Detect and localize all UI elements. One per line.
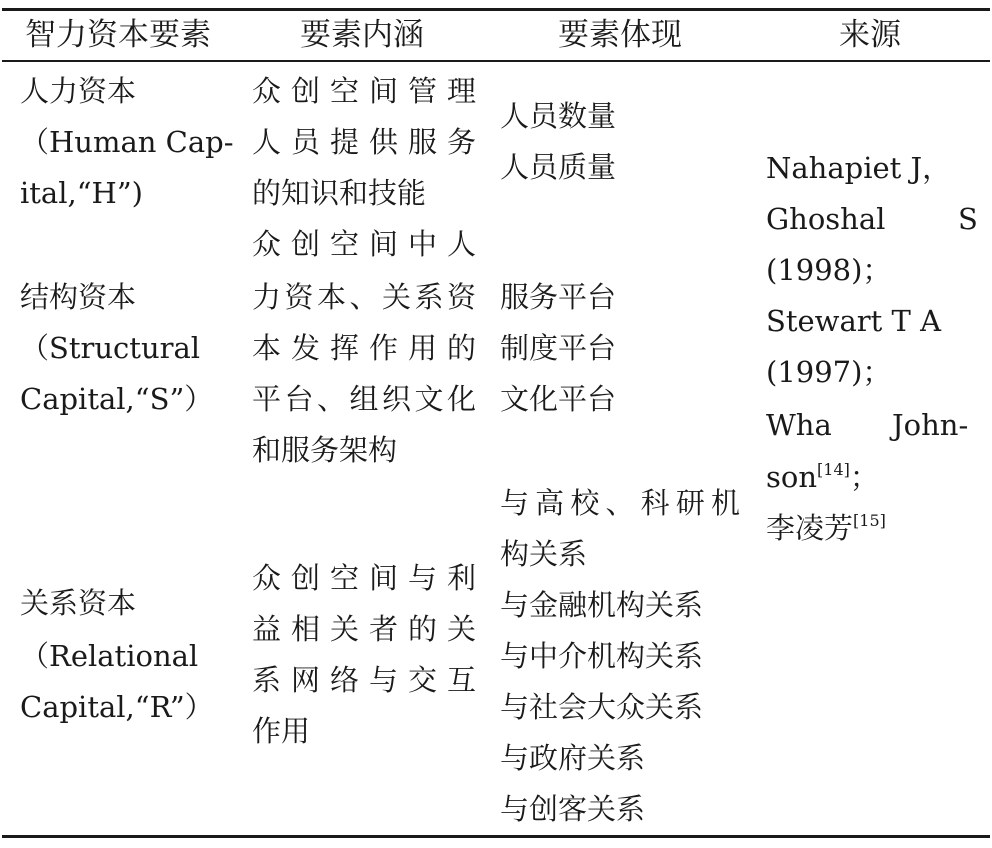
row2-connotation-line4: 平台、组织文化 <box>252 382 476 416</box>
table-header-rule <box>2 60 990 62</box>
header-connotation: 要素内涵 <box>300 17 424 53</box>
row3-manifestation-line3: 与金融机构关系 <box>500 588 704 622</box>
table-top-rule <box>2 8 990 11</box>
source-line3: (1998)； <box>766 253 892 287</box>
source-line5: (1997)； <box>766 355 892 389</box>
row3-manifestation-line6: 与政府关系 <box>500 741 646 775</box>
row3-manifestation-line5: 与社会大众关系 <box>500 690 704 724</box>
citation-14: [14] <box>817 460 850 479</box>
row3-element-line1: 关系资本 <box>20 586 137 620</box>
header-manifestation: 要素体现 <box>558 17 682 53</box>
row1-element-line2: （Human Cap- <box>20 125 234 159</box>
row3-connotation-line1: 众创空间与利 <box>252 561 476 595</box>
row2-manifestation-line3: 文化平台 <box>500 382 617 416</box>
row3-connotation-line4: 作用 <box>252 714 311 748</box>
row2-manifestation-line2: 制度平台 <box>500 331 617 365</box>
source-line6b: John- <box>892 408 969 442</box>
row2-connotation-line5: 和服务架构 <box>252 433 398 467</box>
row3-manifestation-line1: 与高校、科研机 <box>500 486 740 520</box>
row3-manifestation-line4: 与中介机构关系 <box>500 639 704 673</box>
source-line7-punct: ； <box>849 460 879 494</box>
source-line7 <box>766 452 986 503</box>
row1-manifestation-line2: 人员质量 <box>500 150 617 184</box>
table-bottom-rule <box>2 835 990 838</box>
header-element: 智力资本要素 <box>25 17 211 53</box>
row2-connotation-line1: 众创空间中人 <box>252 227 476 261</box>
row2-connotation-line2: 力资本、关系资 <box>252 280 476 314</box>
row3-manifestation-line7: 与创客关系 <box>500 792 646 826</box>
source-line8-text: 李凌芳 <box>766 511 854 545</box>
source-line1: Nahapiet J， <box>766 151 952 185</box>
row1-connotation-line1: 众创空间管理 <box>252 74 476 108</box>
row1-manifestation-line1: 人员数量 <box>500 99 617 133</box>
citation-15: [15] <box>853 511 886 530</box>
row2-element-line2: （Structural <box>20 331 201 365</box>
row2-element-line1: 结构资本 <box>20 280 137 314</box>
source-line2b: S <box>958 202 978 236</box>
source-line7-text: son <box>766 460 818 494</box>
source-line6a: Wha <box>766 408 832 442</box>
row3-element-line3: Capital,“R”） <box>20 690 214 724</box>
row1-element-line3: ital,“H”) <box>20 176 143 210</box>
row3-connotation-line3: 系网络与交互 <box>252 663 476 697</box>
row1-connotation-line3: 的知识和技能 <box>252 176 427 210</box>
row2-manifestation-line1: 服务平台 <box>500 280 617 314</box>
row2-connotation-line3: 本发挥作用的 <box>252 331 476 365</box>
row3-element-line2: （Relational <box>20 639 199 673</box>
source-line4: Stewart T A <box>766 304 942 338</box>
source-line8 <box>766 503 986 554</box>
row1-connotation-line2: 人员提供服务 <box>252 125 476 159</box>
row3-manifestation-line2: 构关系 <box>500 537 588 571</box>
row1-element-line1: 人力资本 <box>20 74 137 108</box>
row2-element-line3: Capital,“S”） <box>20 382 214 416</box>
source-line2a: Ghoshal <box>766 202 886 236</box>
header-source: 来源 <box>839 17 901 53</box>
row3-connotation-line2: 益相关者的关 <box>252 612 476 646</box>
